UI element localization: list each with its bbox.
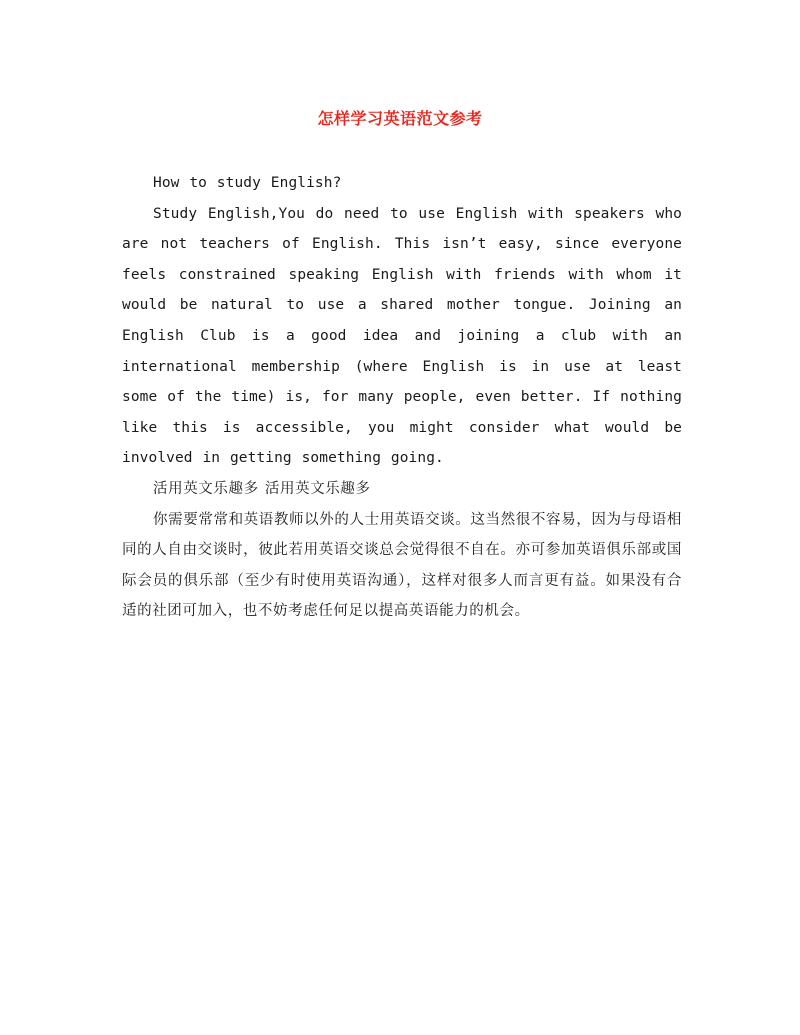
paragraph-heading-english: How to study English? (153, 175, 342, 191)
paragraph-english-body: Study English,You do need to use English with speakers who are not teachers of English. This isn’t easy, since everyone feels constrained speaking English with friends with whom it would be natural to use a shared mother tongue. Joining an English Club is a good idea and joining a club with an international membership (where English is in use at least some of the time) is, for many people, even better. If nothing like this is accessible, you might consider what would be involved in getting something going. (122, 205, 682, 467)
document-body (122, 168, 682, 627)
paragraph-chinese-heading: 活用英文乐趣多 活用英文乐趣多 (153, 480, 371, 497)
document-title: 怎样学习英语范文参考 (317, 109, 483, 128)
paragraph-chinese-body: 你需要常常和英语教师以外的人士用英语交谈。这当然很不容易，因为与母语相同的人自由交谈时，彼此若用英语交谈总会觉得很不自在。亦可参加英语俱乐部或国际会员的俱乐部（至少有时使用英语沟通），这样对很多人而言更有益。如果没有合适的社团可加入，也不妨考虑任何足以提高英语能力的机会。 (122, 511, 682, 620)
